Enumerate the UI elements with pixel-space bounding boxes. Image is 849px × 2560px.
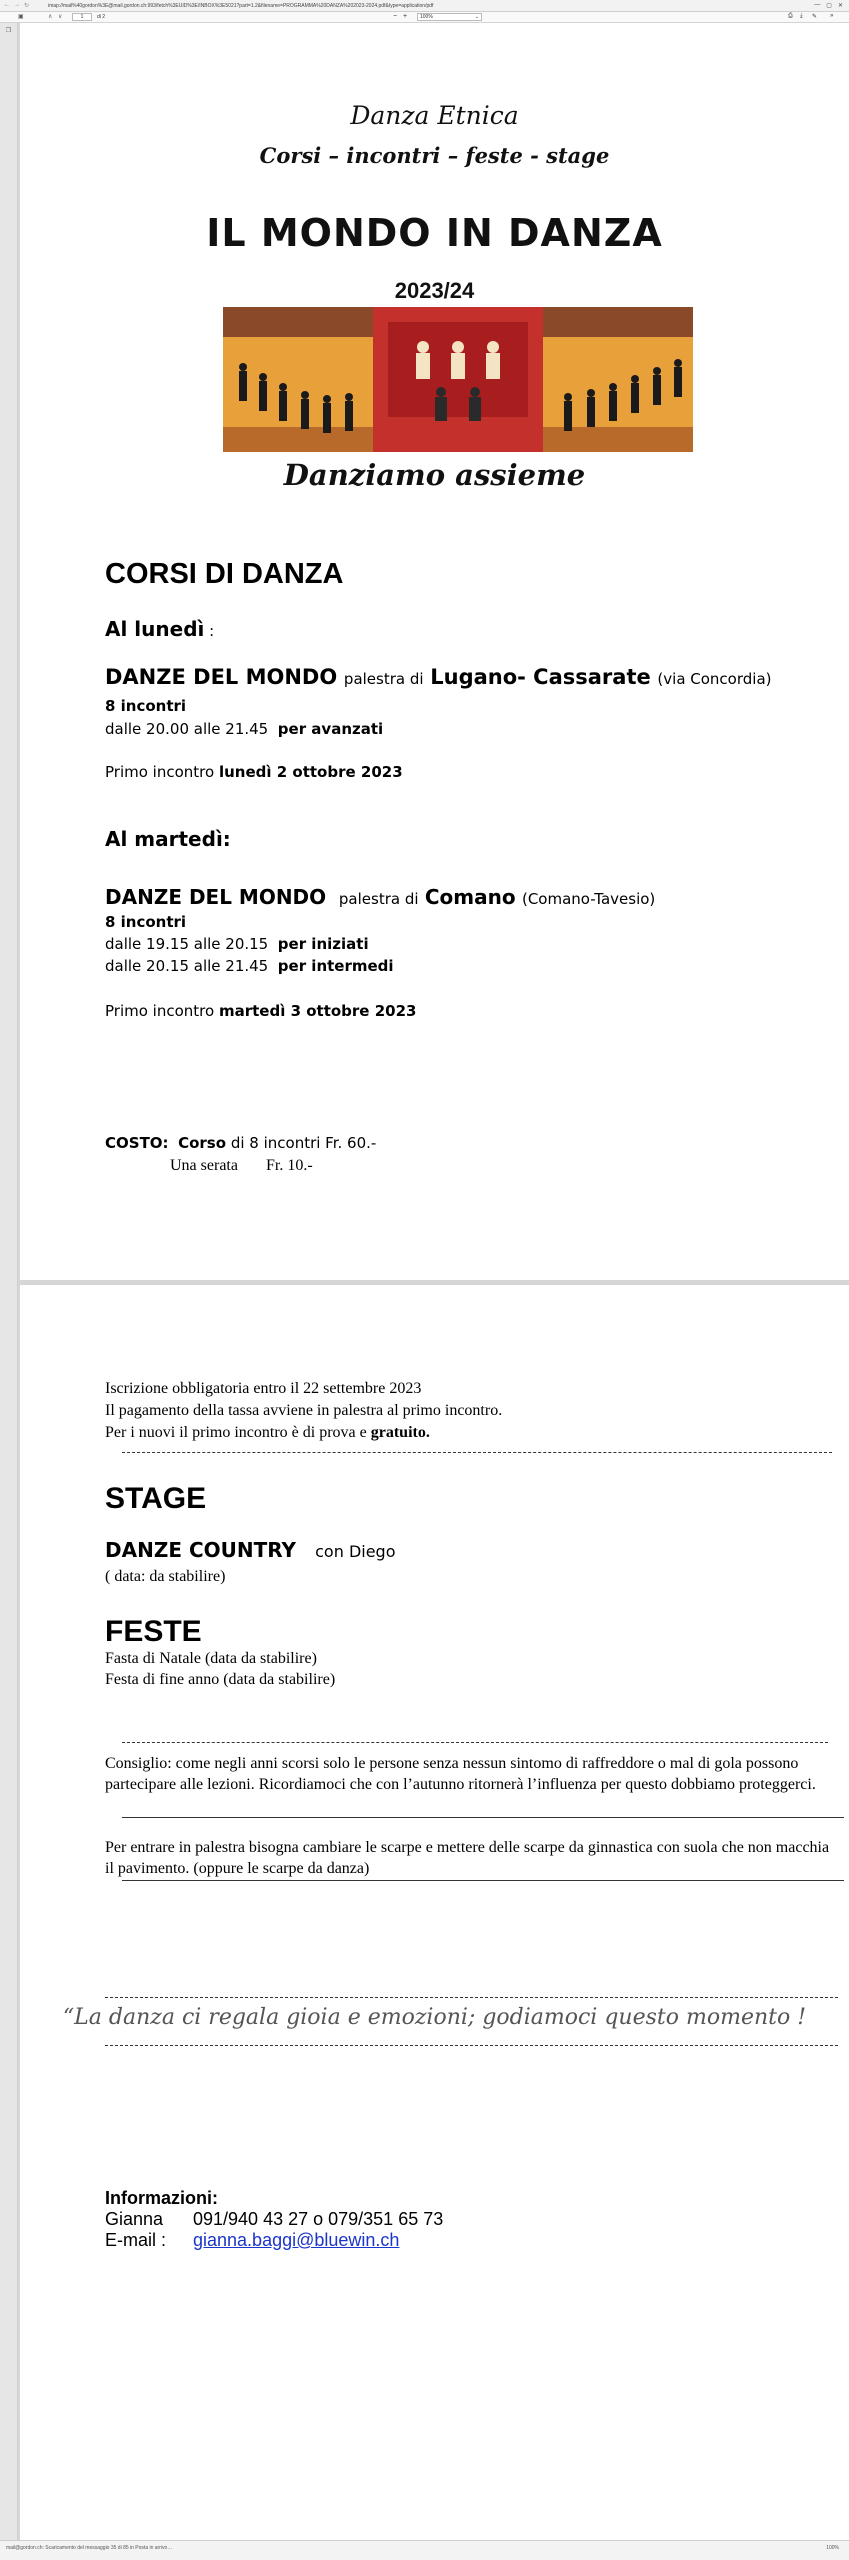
stage-date: ( data: da stabilire) [105, 1568, 226, 1585]
email-label: E-mail : [105, 2230, 167, 2250]
trial-note [105, 1424, 430, 1442]
tuesday-course-line [105, 885, 655, 909]
tuesday-venue: Comano [424, 885, 516, 909]
dashed-divider [105, 2045, 838, 2046]
stage-with: con Diego [315, 1542, 396, 1561]
season-label: 2023/24 [394, 278, 475, 303]
tuesday-level-1: per iniziati [277, 935, 369, 953]
more-tools-icon[interactable]: » [830, 13, 834, 19]
cost-evening-line [170, 1157, 313, 1175]
monday-level: per avanzati [277, 720, 384, 738]
zoom-select[interactable] [417, 13, 482, 21]
advice-paragraph: Consiglio: come negli anni scorsi solo le persone senza nessun sintomo di raffreddore o mal di gola possono partecipare alle lezioni. Ricordiamoci che con l’autunno ritornerà l’influenza per questo dobbiamo proteggerci. [105, 1755, 816, 1793]
sidebar-toggle-icon[interactable]: ▣ [18, 14, 24, 20]
tuesday-first-date: martedì 3 ottobre 2023 [218, 1002, 417, 1020]
motto: Danziamo assieme [283, 458, 586, 492]
pdf-page-1 [20, 23, 849, 1280]
main-title: IL MONDO IN DANZA [206, 211, 663, 255]
zoom-out-button[interactable]: − [393, 13, 398, 20]
print-icon[interactable]: ⎙ [788, 13, 793, 19]
dashed-divider [122, 1742, 828, 1743]
subheading-corsi: Corsi – incontri – feste - stage [259, 143, 610, 168]
zoom-in-button[interactable]: + [403, 13, 408, 20]
cost-course-word: Corso [178, 1134, 227, 1152]
section-title-corsi: CORSI DI DANZA [105, 558, 344, 590]
fest-christmas: Fasta di Natale (data da stabilire) [105, 1650, 317, 1667]
maximize-icon[interactable]: ▢ [826, 3, 832, 9]
stage-course-line [105, 1538, 396, 1562]
tuesday-venue-note: (Comano-Tavesio) [521, 890, 656, 908]
stage-title: STAGE [105, 1482, 207, 1515]
tuesday-time-1: dalle 19.15 alle 20.15 [105, 935, 269, 953]
info-title: Informazioni: [105, 2188, 218, 2208]
trial-note-free: gratuito. [370, 1424, 430, 1441]
payment-note: Il pagamento della tassa avviene in palestra al primo incontro. [105, 1402, 503, 1419]
dashed-divider [105, 1997, 838, 1998]
tuesday-heading: Al martedì: [105, 827, 231, 851]
pdf-toolbar [0, 12, 849, 23]
monday-first-date: lunedì 2 ottobre 2023 [218, 763, 403, 781]
monday-first-meeting [105, 763, 403, 781]
address-field[interactable]: imap://mail%40gordon%3E@mail.gordon.ch:993/fetch%3EUID%3E/INBOX%3E5021?part=1.2&filename=PROGRAMMA%20DANZA%202023-2024.pdf&type=application/pdf [48, 2, 434, 9]
tuesday-time-row-1 [105, 935, 369, 953]
page-number-input[interactable]: 1 [72, 13, 92, 21]
page-thumbnail-icon[interactable]: ❐ [5, 28, 12, 34]
chevron-down-icon: ⌄ [474, 14, 479, 20]
tuesday-first-meeting [105, 1002, 416, 1020]
feste-title: FESTE [105, 1615, 202, 1648]
cost-evening-price: Fr. 10.- [265, 1157, 313, 1174]
cost-label: COSTO: [105, 1134, 169, 1152]
tuesday-level-2: per intermedi [277, 957, 394, 975]
monday-sessions: 8 incontri [105, 697, 187, 715]
dance-quote: “La danza ci regala gioia e emozioni; godiamoci questo momento ! [62, 2005, 807, 2030]
tuesday-time-row-2 [105, 957, 394, 975]
cost-course-price: di 8 incontri Fr. 60.- [230, 1134, 377, 1152]
monday-time: dalle 20.00 alle 21.45 [105, 720, 269, 738]
status-text: mail@gordon.ch: Scaricamento del messaggio 35 di 85 in Posta in arrivo… [6, 2545, 173, 2551]
monday-venue-note: (via Concordia) [657, 670, 772, 688]
divider [122, 1817, 844, 1818]
shoes-paragraph: Per entrare in palestra bisogna cambiare le scarpe e mettere delle scarpe da ginnastica con suola che non macchia il pavimento. (oppure le scarpe da danza) [105, 1839, 830, 1877]
monday-venue-prefix: palestra di [343, 670, 424, 688]
nav-buttons [0, 2, 48, 9]
pdf-page-2 [20, 1285, 849, 2540]
status-bar [0, 2540, 849, 2560]
fest-year-end: Festa di fine anno (data da stabilire) [105, 1671, 336, 1688]
tuesday-time-2: dalle 20.15 alle 21.45 [105, 957, 269, 975]
cost-line [105, 1134, 376, 1152]
minimize-icon[interactable]: — [814, 2, 821, 8]
left-rail [0, 23, 18, 2540]
dancers-banner-image [223, 307, 693, 452]
divider [122, 1880, 844, 1881]
registration-deadline: Iscrizione obbligatoria entro il 22 settembre 2023 [105, 1380, 422, 1397]
contact-name: Gianna [105, 2209, 164, 2229]
next-page-icon[interactable]: ∨ [58, 14, 63, 20]
stage-course: DANZE COUNTRY [105, 1538, 297, 1562]
window-controls [809, 2, 849, 9]
previous-page-icon[interactable]: ∧ [48, 14, 53, 20]
contact-email-row [105, 2230, 399, 2251]
monday-heading [105, 617, 214, 641]
monday-course-line [105, 665, 772, 689]
status-zoom: 100% [826, 2545, 839, 2551]
tuesday-first-prefix: Primo incontro [105, 1002, 215, 1020]
page-total: di 2 [97, 14, 106, 20]
contact-phone-row [105, 2209, 443, 2230]
zoom-value: 100% [420, 14, 433, 20]
monday-venue: Lugano- Cassarate [430, 665, 651, 689]
monday-time-row [105, 720, 383, 738]
tuesday-venue-prefix: palestra di [338, 890, 419, 908]
reload-icon[interactable]: ↻ [24, 3, 30, 9]
dashed-divider [122, 1452, 832, 1453]
monday-label: Al lunedì [105, 617, 205, 641]
monday-first-prefix: Primo incontro [105, 763, 215, 781]
cost-evening: Una serata [170, 1157, 238, 1174]
tuesday-sessions: 8 incontri [105, 913, 187, 931]
close-icon[interactable]: ✕ [837, 3, 843, 9]
email-link[interactable]: gianna.baggi@bluewin.ch [193, 2230, 400, 2250]
trial-note-text: Per i nuovi il primo incontro è di prova e [105, 1424, 367, 1441]
monday-course: DANZE DEL MONDO [105, 665, 338, 689]
url-bar [0, 0, 849, 12]
back-icon[interactable]: ← [4, 2, 10, 8]
forward-icon[interactable]: → [14, 2, 20, 8]
download-icon[interactable]: ⤓ [800, 13, 803, 19]
contact-phones: 091/940 43 27 o 079/351 65 73 [193, 2209, 444, 2229]
monday-colon: : [204, 622, 215, 640]
edit-icon[interactable]: ✎ [812, 14, 818, 20]
tuesday-course: DANZE DEL MONDO [105, 885, 327, 909]
heading-danza-etnica: Danza Etnica [350, 101, 519, 130]
